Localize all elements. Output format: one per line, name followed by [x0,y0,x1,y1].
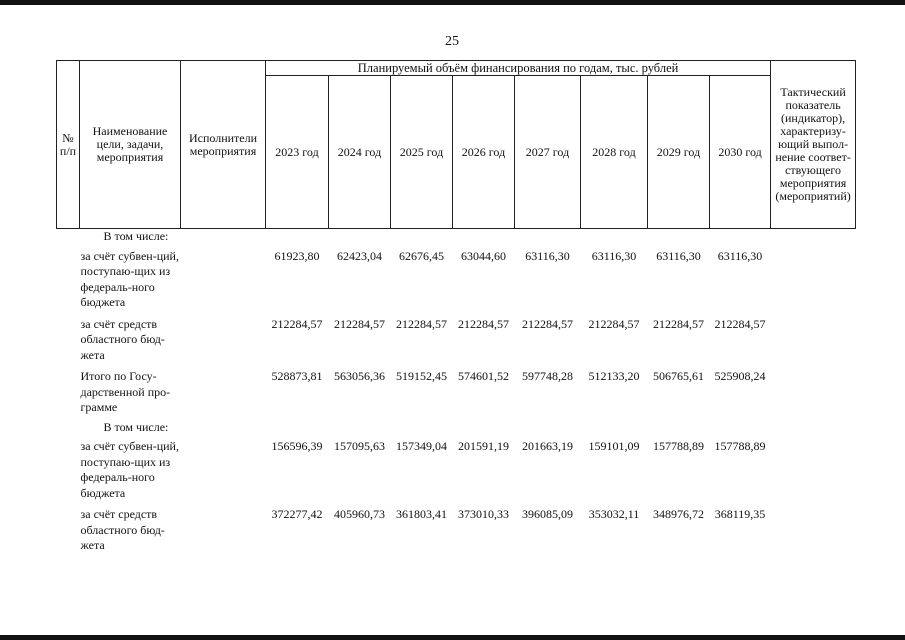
value-cell: 212284,57 [588,316,640,331]
value-cell: 353032,11 [588,507,640,521]
value-cell: 63116,30 [656,248,701,263]
value-cell: 157788,89 [653,439,704,453]
header-year: 2026 год [453,76,515,229]
value-cell: 157349,04 [396,439,447,453]
value-cell: 62423,04 [337,248,382,263]
value-cell: 212284,57 [714,316,766,331]
value-cell: 372277,42 [271,507,323,521]
value-cell: 63044,60 [461,248,506,263]
value-cell: 368119,35 [714,507,766,521]
table-row [57,229,856,247]
value-cell: 212284,57 [334,316,385,331]
value-cell: 512133,20 [588,369,640,383]
value-cell: 525908,24 [714,369,766,383]
value-cell: 63116,30 [591,248,637,263]
row-label: Итого по Госу-дарственной про-грамме [80,369,171,414]
value-cell: 519152,45 [396,369,447,383]
table-row [57,505,856,558]
value-cell: 373010,33 [458,507,509,521]
table-row [57,437,856,505]
table-row [57,315,856,368]
row-label: за счёт средств областного бюд-жета [80,316,165,362]
value-cell: 212284,57 [458,316,509,331]
value-cell: 396085,09 [522,507,573,521]
value-cell: 156596,39 [271,439,323,453]
value-cell: 62676,45 [399,248,444,263]
page-border-bottom [0,635,905,640]
row-label: В том числе: [103,419,169,434]
value-cell: 159101,09 [588,439,640,453]
value-cell: 63116,30 [717,248,763,263]
funding-table [56,60,856,558]
value-cell: 348976,72 [653,507,704,521]
header-row-number: № п/п [57,61,80,229]
header-year: 2029 год [648,76,710,229]
value-cell: 574601,52 [458,369,509,383]
value-cell: 506765,61 [653,369,704,383]
row-label: за счёт субвен-ций, поступаю-щих из федераль-ного бюджета [80,439,179,500]
header-year: 2028 год [581,76,648,229]
value-cell: 597748,28 [522,369,573,383]
table-row [57,420,856,438]
header-year: 2027 год [515,76,581,229]
page-border-top [0,0,905,5]
value-cell: 157788,89 [714,439,766,453]
value-cell: 528873,81 [271,369,323,383]
value-cell: 63116,30 [525,248,570,263]
header-year: 2024 год [329,76,391,229]
value-cell: 212284,57 [653,316,704,331]
row-label: за счёт субвен-ций, поступаю-щих из федераль-ного бюджета [80,248,179,309]
value-cell: 361803,41 [396,507,447,521]
value-cell: 201591,19 [458,439,509,453]
header-year: 2023 год [266,76,329,229]
value-cell: 563056,36 [334,369,385,383]
header-year: 2030 год [710,76,771,229]
value-cell: 212284,57 [271,316,323,331]
page-number: 25 [445,34,459,49]
value-cell: 212284,57 [522,316,573,331]
header-year: 2025 год [391,76,453,229]
value-cell: 212284,57 [396,316,447,331]
table-row [57,367,856,420]
row-label: за счёт средств областного бюд-жета [80,507,165,552]
value-cell: 157095,63 [334,439,385,453]
header-name: Наименование цели, задачи, мероприятия [80,61,181,229]
header-indicator: Тактический показатель (индикатор), характеризу-ющий выпол-нение соответ-ствующего мероприятия (мероприятий) [771,61,856,229]
row-label: В том числе: [103,229,169,243]
table-row [57,247,856,315]
value-cell: 61923,80 [274,248,320,263]
header-executor: Исполнители мероприятия [181,61,266,229]
header-funding-group: Планируемый объём финансирования по годам, тыс. рублей [266,61,771,76]
value-cell: 201663,19 [522,439,573,453]
value-cell: 405960,73 [334,507,385,521]
